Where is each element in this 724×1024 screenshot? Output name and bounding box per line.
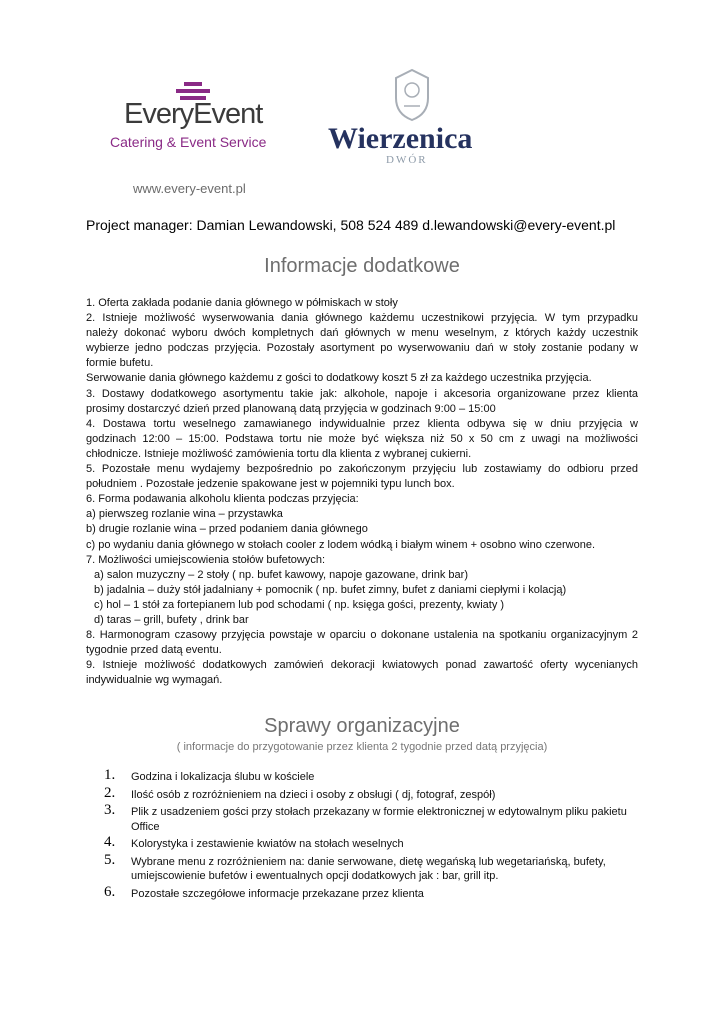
- info-line: prosimy dostarczyć dzień przed planowaną datą przyjęcia w godzinach 9:00 – 15:00: [86, 402, 496, 415]
- project-manager-line: Project manager: Damian Lewandowski, 508 524 489 d.lewandowski@every-event.pl: [86, 217, 616, 233]
- info-line: c) hol – 1 stół za fortepianem lub pod schodami ( np. księga gości, prezenty, kwiaty ): [94, 598, 505, 611]
- org-list: [104, 767, 644, 904]
- list-item-text: Pozostałe szczegółowe informacje przekazane przez klienta: [131, 887, 424, 900]
- info-line: c) po wydaniu dania głównego w stołach cooler z lodem wódką i białym winem + osobno wino czerwone.: [86, 538, 596, 551]
- info-line: 7. Możliwości umiejscowienia stołów bufetowych:: [86, 553, 326, 566]
- info-line: wybierze jedno podczas przyjęcia. Pozostały asortyment po wyserwowaniu dań w stoły zostanie podany w: [86, 342, 638, 355]
- info-line: d) taras – grill, bufety , drink bar: [94, 613, 249, 626]
- every-event-logo: [110, 80, 285, 160]
- info-line: Serwowanie dania głównego każdemu z gości to dodatkowy koszt 5 zł za każdego uczestnika przyjęcia.: [86, 372, 592, 385]
- list-item-text: Wybrane menu z rozróżnieniem na: danie serwowane, dietę wegańską lub wegetariańską, bufety, umiejscowienie bufetów i ewentualnych opcji dodatkowych jak : bar, grill itp.: [131, 855, 606, 882]
- info-line: 9. Istnieje możliwość dodatkowych zamówień dekoracji kwiatowych ponad zawartość oferty wycenianych: [86, 659, 638, 672]
- info-line: 2. Istnieje możliwość wyserwowania dania głównego każdemu uczestnikowi przyjęcia. W tym przypadku: [86, 312, 638, 325]
- list-item: [104, 834, 644, 852]
- list-item: [104, 802, 644, 834]
- wierzenica-crest-icon: [388, 68, 436, 122]
- info-line: godzinach 12:00 – 15:00. Podstawa tortu nie może być większa niż 50 x 50 cm z uwagi na możliwości: [86, 432, 638, 445]
- info-line: b) jadalnia – duży stół jadalniany + pomocnik ( np. bufet zimny, bufet z daniami ciepłymi i kolacją): [94, 583, 567, 596]
- info-line: b) drugie rozlanie wina – przed podaniem dania głównego: [86, 523, 368, 536]
- list-item: [104, 784, 644, 803]
- wierzenica-logo: [328, 68, 498, 176]
- list-item-text: Godzina i lokalizacja ślubu w kościele: [131, 771, 315, 783]
- info-line: formie bufetu.: [86, 357, 154, 370]
- list-item: [104, 767, 644, 785]
- info-line: a) pierwszeg rozlanie wina – przystawka: [86, 508, 283, 521]
- wierzenica-logo-sub: DWÓR: [386, 154, 428, 166]
- every-event-tagline: Catering & Event Service: [110, 134, 267, 150]
- info-line: południem . Pozostałe jedzenie spakowane jest w pojemniki typu lunch box.: [86, 478, 455, 491]
- list-item-number: 5.: [104, 851, 116, 868]
- info-line: należy dokonać wyboru dwóch kompletnych dań głównych w menu weselnym, z których każdy uczestnik: [86, 327, 638, 340]
- info-line: 8. Harmonogram czasowy przyjęcia powstaje w oparciu o dokonane ustalenia na spotkaniu organizacyjnym 2: [86, 629, 638, 642]
- info-line: tygodnie przed datą eventu.: [86, 644, 222, 657]
- info-title: Informacje dodatkowe: [264, 255, 460, 277]
- info-line: 3. Dostawy dodatkowego asortymentu takie jak: alkohole, napoje i akcesoria organizowane przez klienta: [86, 387, 638, 400]
- list-item-number: 6.: [104, 883, 116, 900]
- info-line: chłodnicze. Istnieje możliwość zamówienia tortu dla klienta z wybranej cukierni.: [86, 447, 472, 460]
- info-line: 5. Pozostałe menu wydajemy bezpośrednio po zakończonym przyjęciu lub zostawiamy do odbioru przed: [86, 463, 638, 476]
- list-item-text: Kolorystyka i zestawienie kwiatów na stołach weselnych: [131, 838, 404, 850]
- list-item-number: 4.: [104, 834, 116, 850]
- org-subtitle: ( informacje do przygotowanie przez klienta 2 tygodnie przed datą przyjęcia): [176, 741, 548, 753]
- org-title: Sprawy organizacyjne: [264, 715, 460, 737]
- list-item-text: Plik z usadzeniem gości przy stołach przekazany w formie elektronicznej w edytowalnym pliku pakietu Office: [131, 806, 627, 833]
- list-item: [104, 851, 644, 884]
- list-item: [104, 883, 644, 902]
- info-line: 1. Oferta zakłada podanie dania głównego w półmiskach w stoły: [86, 297, 398, 309]
- info-line: 4. Dostawa tortu weselnego zamawianego indywidualnie przez klienta odbywa się w dniu przyjęcia w: [86, 417, 638, 430]
- list-item-text: Ilość osób z rozróżnieniem na dzieci i osoby z obsługi ( dj, fotograf, zespół): [131, 788, 496, 801]
- info-line: a) salon muzyczny – 2 stoły ( np. bufet kawowy, napoje gazowane, drink bar): [94, 568, 468, 581]
- list-item-number: 2.: [104, 784, 116, 801]
- every-event-logo-name: EveryEvent: [124, 98, 263, 130]
- website-link[interactable]: www.every-event.pl: [133, 181, 246, 196]
- info-line: 6. Forma podawania alkoholu klienta podczas przyjęcia:: [86, 493, 359, 506]
- wierzenica-logo-name: Wierzenica: [328, 122, 473, 155]
- list-item-number: 3.: [104, 802, 116, 818]
- info-line: indywidualnie wg wymagań.: [86, 674, 223, 687]
- info-list: [86, 296, 638, 688]
- list-item-number: 1.: [104, 767, 116, 783]
